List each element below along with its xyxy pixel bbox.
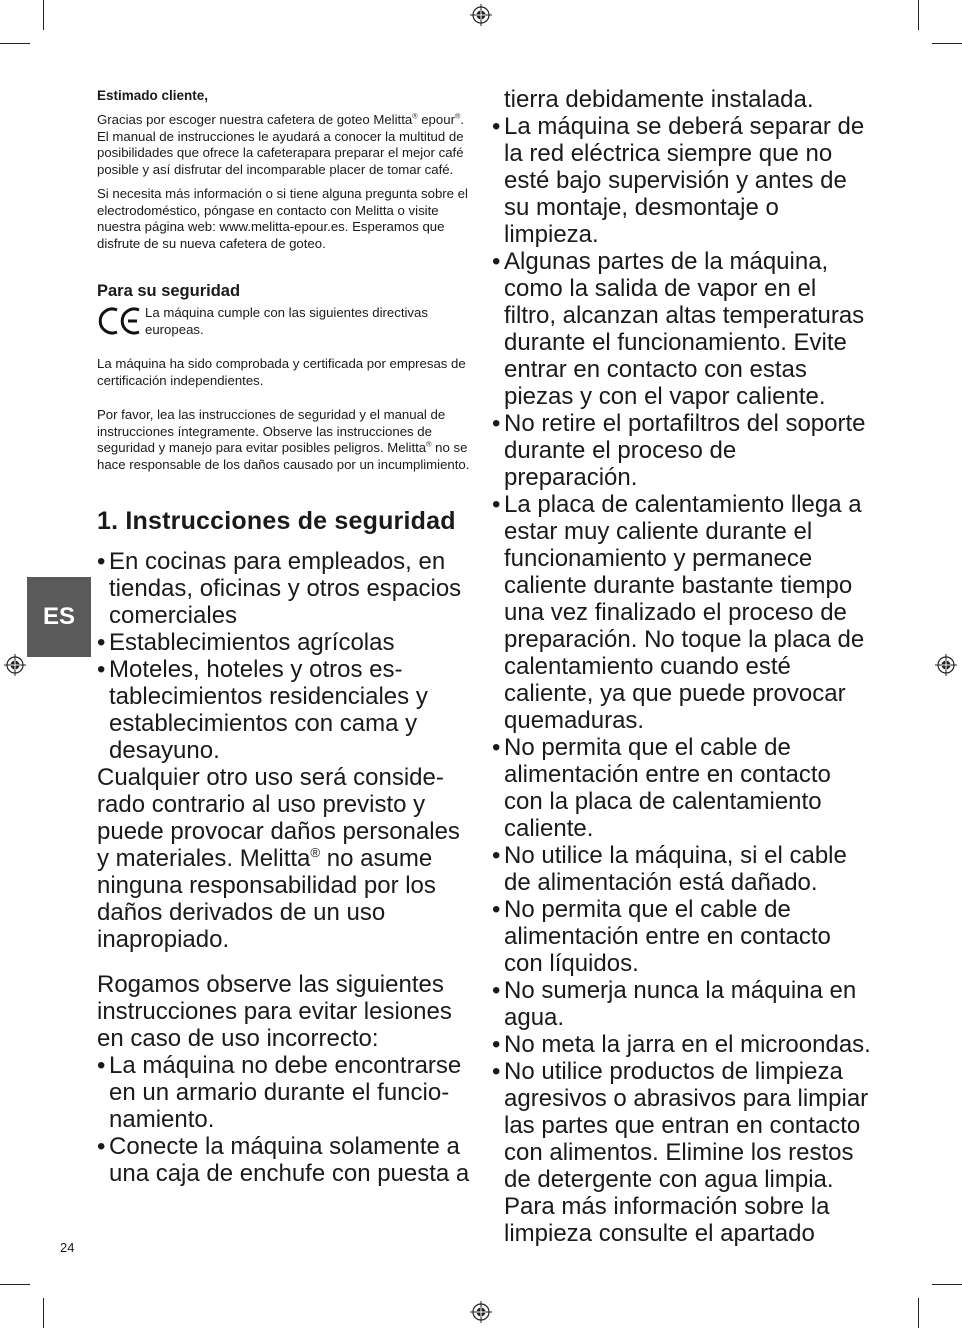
list-item: • No permita que el cable de alimentación entre en contacto con la placa de calentamiento caliente.: [492, 734, 872, 842]
list-item: • No permita que el cable de alimentación entre en contacto con líquidos.: [492, 896, 872, 977]
right-column: [492, 86, 872, 1247]
crop-mark-top-left-h: [0, 43, 30, 44]
list-item: • No sumerja nunca la máquina en agua.: [492, 977, 872, 1031]
misuse-paragraph: Cualquier otro uso será conside-rado contrario al uso previsto y puede provocar daños personales y materiales. Melitta® no asume ninguna responsabilidad por los daños derivados de un uso inapropiado.: [97, 764, 460, 953]
crop-mark-bottom-right-v: [918, 1298, 919, 1328]
list-item: • Conecte la máquina solamente a una caja de enchufe con puesta a: [97, 1133, 473, 1187]
list-item: • La placa de calentamiento llega a estar muy caliente durante el funcionamiento y permanece caliente durante bastante tiempo una vez finalizado el proceso de preparación. No toque la placa de calentamiento cuando esté caliente, ya que puede provocar quemaduras.: [492, 491, 872, 734]
certified-paragraph: La máquina ha sido comprobada y certificada por empresas de certificación independientes.: [97, 356, 466, 388]
read-instructions-paragraph: Por favor, lea las instrucciones de seguridad y el manual de instrucciones íntegramente. Observe las instrucciones de seguridad y manejo para evitar posibles peligros. Melitta® no se hace responsable de los daños causado por un incumplimiento.: [97, 407, 470, 472]
registration-mark-icon: [4, 654, 26, 676]
ce-statement: [97, 305, 473, 338]
ce-mark-icon: [97, 305, 145, 337]
list-item: • No retire el portafiltros del soporte durante el proceso de preparación.: [492, 410, 872, 491]
registration-mark-icon: [470, 1301, 492, 1323]
intro-paragraph-2: Si necesita más información o si tiene alguna pregunta sobre el electrodoméstico, póngase en contacto con Melitta o visite nuestra página web: www.melitta-epour.es. Esperamos que disfrute de su nueva cafetera de goteo.: [97, 186, 468, 251]
registration-mark-icon: [470, 4, 492, 26]
crop-mark-bottom-left-h: [0, 1284, 30, 1285]
list-item: • Establecimientos agrícolas: [97, 629, 473, 656]
list-item: • No utilice productos de limpieza agresivos o abrasivos para limpiar las partes que entran en contacto con alimentos. Elimine los restos de detergente con agua limpia. Para más información sobre la limpieza consulte el apartado: [492, 1058, 872, 1247]
list-item: • La máquina no debe encontrarse en un armario durante el funcio-namiento.: [97, 1052, 473, 1133]
list-item: • En cocinas para empleados, en tiendas, oficinas y otros espacios comerciales: [97, 548, 473, 629]
list-item: • Algunas partes de la máquina, como la salida de vapor en el filtro, alcanzan altas temperaturas durante el funcionamiento. Evite entrar en contacto con estas piezas y con el vapor caliente.: [492, 248, 872, 410]
observe-intro: Rogamos observe las siguientes instrucciones para evitar lesiones en caso de uso incorrecto:: [97, 971, 452, 1052]
intro-paragraph-1: Gracias por escoger nuestra cafetera de goteo Melitta® epour®. El manual de instrucciones le ayudará a conocer la multitud de posibilidades que ofrece la cafeterapara preparar el mejor café posible y así disfrutar del incomparable placer de tomar café.: [97, 111, 464, 177]
list-item: • No meta la jarra en el microondas.: [492, 1031, 872, 1058]
crop-mark-top-right-h: [932, 43, 962, 44]
left-column: [97, 88, 473, 1187]
crop-mark-bottom-left-v: [43, 1298, 44, 1328]
list-item: • La máquina se deberá separar de la red eléctrica siempre que no esté bajo supervisión y antes de su montaje, desmontaje o limpieza.: [492, 113, 872, 248]
section-title: 1. Instrucciones de seguridad: [97, 507, 456, 535]
ce-text: La máquina cumple con las siguientes directivas europeas.: [145, 305, 428, 337]
right-instruction-list: [492, 113, 872, 1247]
page-number: 24: [60, 1240, 75, 1255]
left-instruction-list: [97, 1052, 473, 1187]
list-item: • Moteles, hoteles y otros es-tablecimientos residenciales y establecimientos con cama y desayuno.: [97, 656, 473, 764]
list-item: • No utilice la máquina, si el cable de alimentación está dañado.: [492, 842, 872, 896]
crop-mark-top-left-v: [43, 0, 44, 30]
greeting: Estimado cliente,: [97, 88, 209, 103]
language-tab: ES: [27, 577, 91, 657]
continuation-text: tierra debidamente instalada.: [504, 86, 814, 113]
registration-mark-icon: [935, 654, 957, 676]
crop-mark-bottom-right-h: [932, 1284, 962, 1285]
crop-mark-top-right-v: [918, 0, 919, 30]
use-list: [97, 548, 473, 764]
safety-heading: Para su seguridad: [97, 282, 241, 300]
